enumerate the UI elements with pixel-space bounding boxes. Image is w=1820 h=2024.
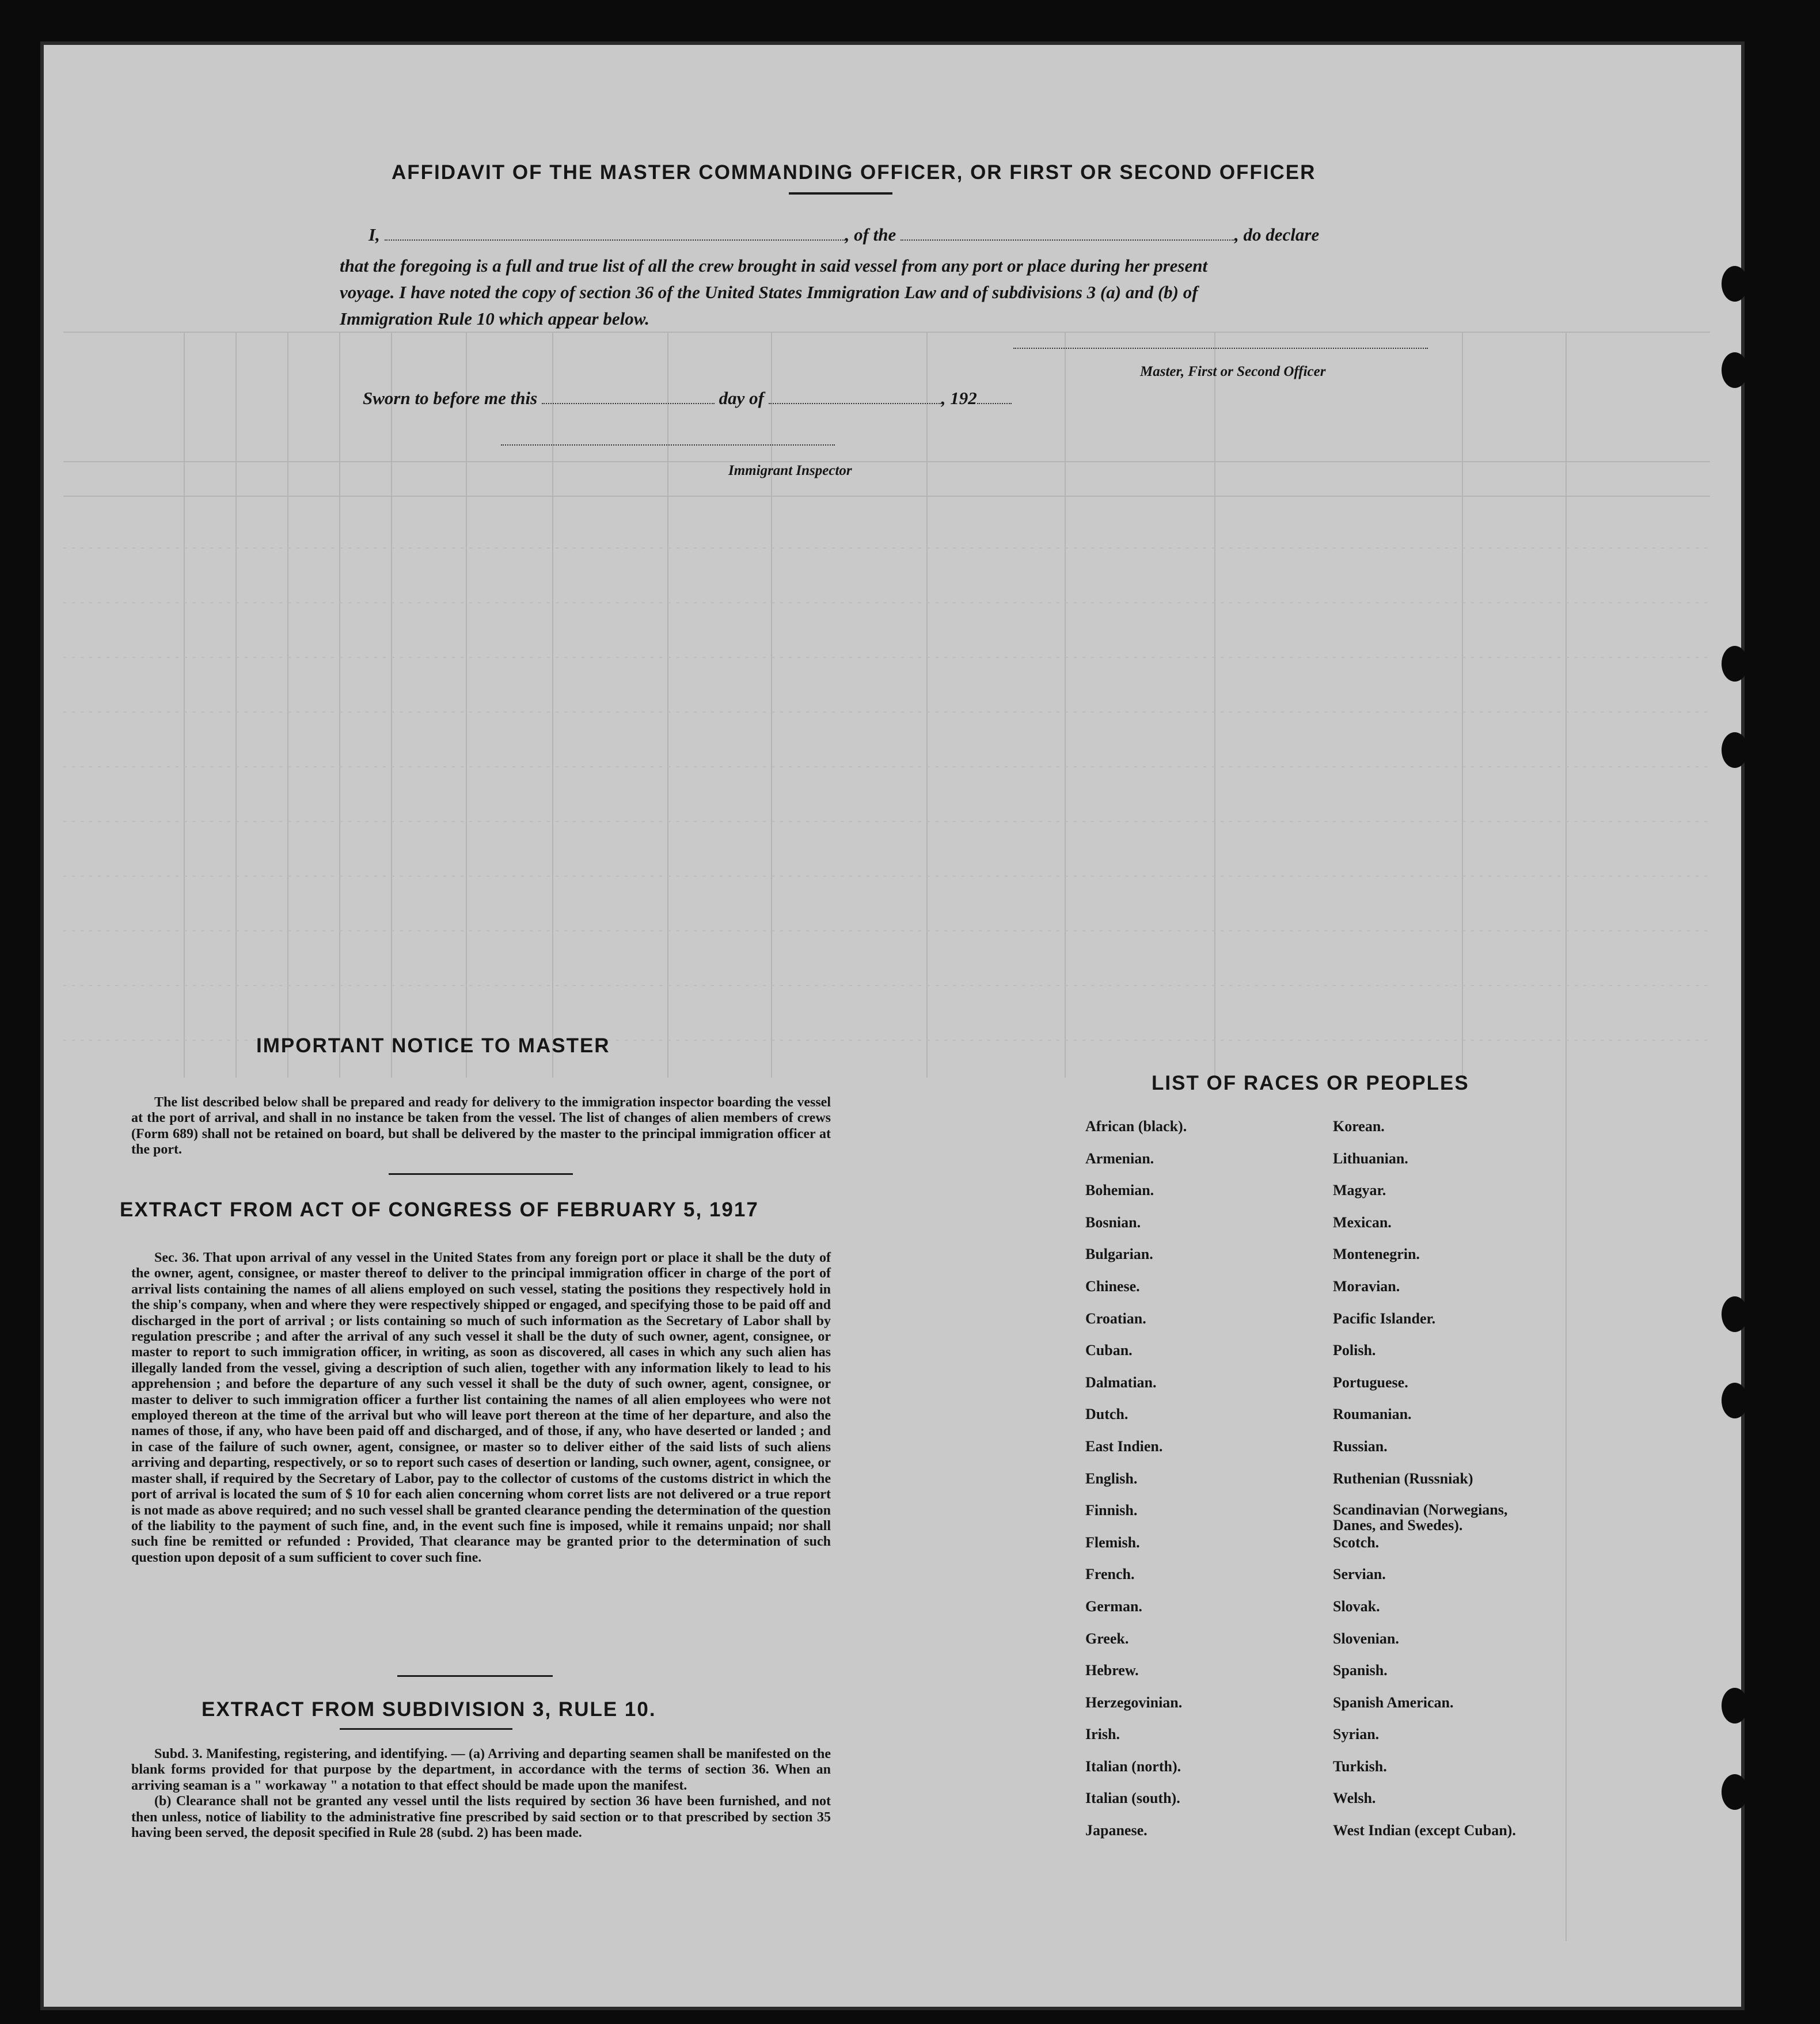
punch-hole — [1722, 266, 1748, 302]
sworn-line — [363, 388, 1012, 409]
manifest-sheet — [40, 41, 1745, 2010]
name-blank[interactable] — [385, 239, 845, 241]
extract-act-text — [131, 1250, 831, 1566]
punch-hole — [1722, 732, 1748, 768]
race-item: East Indien. — [1085, 1437, 1163, 1455]
race-item: Servian. — [1333, 1566, 1386, 1583]
notice-text — [131, 1095, 831, 1158]
race-item: Spanish American. — [1333, 1694, 1454, 1711]
race-item: Bosnian. — [1085, 1213, 1141, 1231]
race-item: English. — [1085, 1470, 1138, 1487]
affidavit-title: AFFIDAVIT OF THE MASTER COMMANDING OFFICER, OR FIRST OR SECOND OFFICER — [392, 161, 1316, 184]
race-item: Dutch. — [1085, 1406, 1129, 1423]
race-item: Slovenian. — [1333, 1630, 1399, 1647]
race-item: Moravian. — [1333, 1277, 1400, 1295]
label-year: , 192 — [941, 388, 977, 408]
race-item: Flemish. — [1085, 1534, 1140, 1551]
race-item: Bohemian. — [1085, 1182, 1154, 1199]
race-item: Finnish. — [1085, 1502, 1138, 1519]
race-item: Ruthenian (Russniak) — [1333, 1470, 1473, 1487]
label-sworn: Sworn to before me this — [363, 388, 538, 408]
race-item: Montenegrin. — [1333, 1246, 1420, 1263]
punch-hole — [1722, 1296, 1748, 1332]
label-i: I, — [368, 225, 380, 245]
race-item: Greek. — [1085, 1630, 1129, 1647]
section-36-paragraph: Sec. 36. That upon arrival of any vessel in the United States from any foreign port or place it shall be the duty of the owner, agent, consignee, or master thereof to deliver to the principal immigration officer in charge of the port of arrival lists containing the names of all aliens employed on such vessel, stating the positions they respectively hold in the ship's company, when and where they were respectively shipped or engaged, and specifying those to be paid off and discharged in the port of arrival ; or lists containing so much of such information as the Secretary of Labor shall by regulation prescribe ; and after the arrival of any such vessel it shall be the duty of such owner, agent, consignee, or master to report to such immigration officer, in writing, as soon as discovered, all cases in which any such alien has illegally landed from the vessel, giving a description of such alien, together with any information likely to lead to his apprehension ; and before the departure of any such vessel it shall be the duty of such owner, agent, consignee, or master to deliver to such immigration officer a further list containing the names of all alien employees who were not employed thereon at the time of the arrival but who will leave port thereon at the time of her departure, and also the names of those, if any, who have been paid off and discharged, and of those, if any, who have deserted or landed ; and in case of the failure of such owner, agent, consignee, or master so to deliver either of the said lists of such aliens arriving and departing, respectively, or so to report such cases of desertion or landing, such owner, agent, consignee, or master shall, if required by the Secretary of Labor, pay to the collector of customs of the customs district in which the port of arrival is located the sum of $ 10 for each alien concerning whom corret lists are not delivered or a true report is not made as above required; and no such vessel shall be granted clearance pending the determination of the question of the liability to the payment of such fine, and, in the event such fine is imposed, while it remains unpaid; nor shall such fine be remitted or refunded : Provided, That clearance may be granted prior to the determination of such question upon deposit of a sum sufficient to cover such fine. — [131, 1250, 831, 1565]
punch-hole — [1722, 352, 1748, 388]
race-item: Pacific Islander. — [1333, 1310, 1436, 1327]
inspector-caption: Immigrant Inspector — [728, 463, 852, 478]
race-item: Irish. — [1085, 1726, 1120, 1743]
race-item: Scotch. — [1333, 1534, 1380, 1551]
race-item: Roumanian. — [1333, 1406, 1412, 1423]
inspector-signature-line[interactable] — [501, 443, 835, 446]
notice-paragraph: The list described below shall be prepared and ready for delivery to the immigration inspector boarding the vessel at the port of arrival, and shall in no instance be taken from the vessel. The list of changes of alien members of crews (Form 689) shall not be retained on board, but shall be delivered by the master to the principal immigration officer at the port. — [131, 1095, 831, 1158]
declaration-line-3: voyage. I have noted the copy of section 36 of the United States Immigration Law and of subdivisions 3 (a) and (b) of — [340, 282, 1198, 302]
race-item: Lithuanian. — [1333, 1150, 1408, 1167]
race-item: Italian (south). — [1085, 1790, 1180, 1807]
race-item: Magyar. — [1333, 1182, 1386, 1199]
race-item: Croatian. — [1085, 1310, 1146, 1327]
race-item: Syrian. — [1333, 1726, 1380, 1743]
extract-rule-title: EXTRACT FROM SUBDIVISION 3, RULE 10. — [202, 1698, 656, 1721]
punch-hole — [1722, 646, 1748, 682]
race-item: Turkish. — [1333, 1757, 1387, 1775]
race-item: German. — [1085, 1597, 1142, 1615]
race-item: Cuban. — [1085, 1342, 1133, 1359]
race-item: Armenian. — [1085, 1150, 1154, 1167]
declaration-line-1 — [368, 225, 1319, 245]
vessel-blank[interactable] — [900, 239, 1234, 241]
race-item: Russian. — [1333, 1437, 1388, 1455]
title-rule — [789, 192, 892, 195]
act-rule — [397, 1675, 553, 1677]
race-item: African (black). — [1085, 1118, 1187, 1135]
race-item: Italian (north). — [1085, 1757, 1181, 1775]
races-left-column — [1085, 1118, 1339, 1854]
race-item: Spanish. — [1333, 1662, 1388, 1679]
race-item: Chinese. — [1085, 1277, 1140, 1295]
master-caption: Master, First or Second Officer — [1140, 364, 1326, 379]
declaration-line-4: Immigration Rule 10 which appear below. — [340, 309, 649, 329]
race-item: Korean. — [1333, 1118, 1385, 1135]
race-item: West Indian (except Cuban). — [1333, 1822, 1516, 1839]
race-item: Japanese. — [1085, 1822, 1148, 1839]
label-do-declare: , do declare — [1234, 225, 1320, 245]
declaration-line-2: that the foregoing is a full and true list of all the crew brought in said vessel from any port or place during her present — [340, 256, 1208, 276]
punch-hole — [1722, 1774, 1748, 1810]
races-title: LIST OF RACES OR PEOPLES — [1152, 1072, 1469, 1094]
race-item: Welsh. — [1333, 1790, 1376, 1807]
day-blank[interactable] — [542, 403, 715, 404]
race-item: Dalmatian. — [1085, 1374, 1157, 1391]
label-day-of: day of — [719, 388, 764, 408]
race-item: French. — [1085, 1566, 1135, 1583]
notice-title: IMPORTANT NOTICE TO MASTER — [256, 1034, 610, 1057]
punch-hole — [1722, 1383, 1748, 1418]
notice-rule — [389, 1173, 573, 1175]
race-item: Polish. — [1333, 1342, 1376, 1359]
label-of-the: , of the — [845, 225, 896, 245]
subdivision-a-paragraph: Subd. 3. Manifesting, registering, and identifying. — (a) Arriving and departing seamen shall be manifested on the blank forms provided for that purpose by the department, in accordance with the terms of section 36. When an arriving seaman is a " workaway " a notation to that effect should be made upon the manifest. — [131, 1747, 831, 1793]
punch-hole — [1722, 1688, 1748, 1724]
rule-rule — [340, 1728, 512, 1730]
year-blank[interactable] — [977, 403, 1012, 404]
race-item: Hebrew. — [1085, 1662, 1139, 1679]
race-item: Scandinavian (Norwegians, Danes, and Swedes). — [1333, 1501, 1508, 1534]
race-item: Portuguese. — [1333, 1374, 1408, 1391]
race-item: Mexican. — [1333, 1213, 1392, 1231]
race-item: Slovak. — [1333, 1597, 1380, 1615]
races-right-column — [1333, 1118, 1655, 1854]
extract-act-title: EXTRACT FROM ACT OF CONGRESS OF FEBRUARY 5, 1917 — [120, 1199, 759, 1221]
subdivision-b-paragraph: (b) Clearance shall not be granted any vessel until the lists required by section 36 have been furnished, and not then unless, notice of liability to the administrative fine prescribed by said section or to that prescribed by section 35 having been served, the deposit specified in Rule 28 (subd. 2) has been made. — [131, 1794, 831, 1841]
race-item: Herzegovinian. — [1085, 1694, 1183, 1711]
race-item: Bulgarian. — [1085, 1246, 1153, 1263]
master-signature-line[interactable] — [1013, 347, 1428, 349]
extract-rule-text — [131, 1747, 831, 1841]
month-blank[interactable] — [769, 403, 941, 404]
